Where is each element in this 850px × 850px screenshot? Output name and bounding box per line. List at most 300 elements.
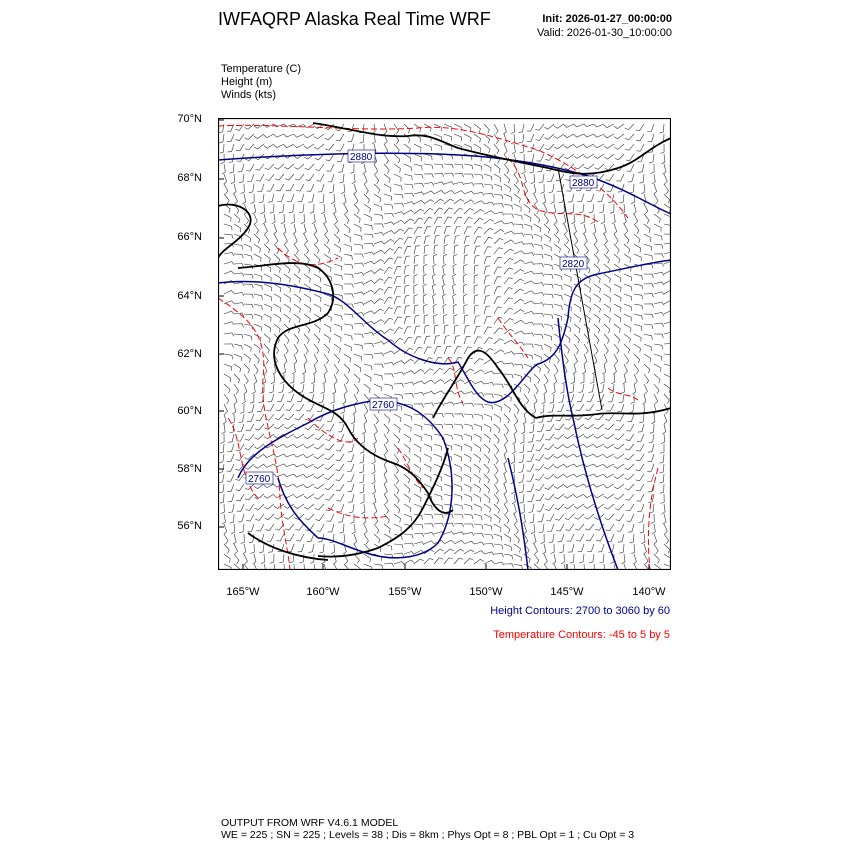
wind-barb [264, 294, 271, 301]
wind-barb [245, 434, 254, 440]
wind-barb [599, 554, 604, 563]
wind-barb [524, 291, 534, 294]
wind-barb [314, 144, 324, 149]
wind-barb [424, 347, 432, 354]
wind-barb [294, 334, 299, 344]
wind-barb [454, 325, 459, 334]
wind-barb [664, 544, 670, 553]
wind-barb [433, 304, 437, 314]
wind-barb [514, 269, 524, 274]
wind-barb [254, 344, 260, 353]
wind-barb [304, 144, 314, 148]
wind-barb [524, 524, 527, 534]
wind-barb [232, 404, 235, 414]
wind-barb [464, 444, 471, 451]
wind-barb [354, 334, 363, 338]
wind-barb [561, 204, 565, 214]
wind-barb [474, 542, 484, 545]
wind-barb [484, 327, 492, 334]
wind-barb [326, 154, 334, 161]
wind-barb [414, 444, 421, 452]
wind-barb [307, 534, 314, 541]
wind-barb [514, 194, 520, 203]
lon-tick-label: 155°W [388, 586, 422, 598]
wind-barb [454, 464, 461, 471]
wind-barb [534, 264, 544, 268]
wind-barb [627, 414, 634, 422]
wind-barb [636, 124, 644, 131]
wind-barb [220, 444, 225, 453]
wind-barb [294, 504, 304, 509]
wind-barb [404, 237, 412, 244]
wind-barb [524, 384, 530, 393]
wind-barb [541, 534, 545, 544]
wind-barb [464, 464, 471, 472]
wind-barb [574, 484, 584, 487]
lon-tick-label: 145°W [550, 586, 584, 598]
wind-barb [319, 394, 324, 403]
wind-barb [524, 214, 531, 222]
wind-barb [227, 474, 234, 481]
wind-barb [272, 214, 276, 224]
wind-barb [354, 282, 364, 285]
wind-barb [327, 514, 334, 521]
wind-barb [354, 554, 359, 564]
wind-barb [615, 424, 624, 430]
wind-barb [453, 284, 456, 294]
wind-barb [494, 212, 504, 215]
wind-barb [454, 444, 462, 451]
wind-barb [352, 524, 356, 534]
wind-barb [334, 354, 340, 363]
wind-barb [394, 286, 401, 294]
wind-barb [643, 194, 646, 204]
wind-barb [219, 464, 224, 473]
wind-barb [348, 494, 354, 502]
wind-barb [494, 238, 503, 244]
wind-barb [654, 323, 664, 327]
wind-barb [344, 354, 351, 362]
wind-barb [654, 194, 658, 204]
wind-barb [434, 254, 438, 264]
height-contour-label: 2820 [562, 259, 585, 270]
wind-barb [534, 214, 540, 223]
wind-barb [404, 534, 413, 538]
wind-barb [294, 494, 304, 498]
wind-barb [384, 249, 394, 255]
wind-barb [374, 250, 384, 254]
wind-barb [542, 394, 546, 404]
wind-barb [514, 534, 520, 543]
wind-barb [344, 374, 349, 384]
wind-barb [238, 164, 244, 172]
wind-barb [434, 549, 444, 554]
wind-barb [364, 271, 374, 275]
wind-barb [360, 134, 364, 143]
wind-barb [550, 394, 554, 403]
wind-barb [315, 164, 324, 171]
wind-barb [338, 424, 344, 432]
wind-barb [533, 534, 536, 544]
wind-barb [274, 504, 284, 509]
wind-barb [384, 258, 393, 264]
wind-barb [573, 364, 576, 374]
wind-barb [474, 359, 483, 365]
wind-barb [494, 474, 498, 484]
wind-barb [444, 532, 454, 535]
wind-barb [564, 284, 571, 291]
wind-barb [342, 394, 345, 404]
wind-barb [464, 484, 471, 492]
wind-barb [364, 554, 371, 562]
wind-barb [234, 334, 243, 339]
wind-barb [454, 504, 463, 510]
wind-barb [545, 444, 554, 450]
wind-barb [328, 174, 334, 182]
wind-barb [444, 424, 453, 429]
wind-barb [443, 264, 446, 274]
wind-barb [624, 224, 628, 234]
wind-barb [514, 353, 524, 357]
lat-tick-label: 64°N [177, 290, 202, 302]
wind-barb [364, 194, 370, 203]
wind-barb [634, 304, 643, 309]
wind-barb [364, 280, 374, 284]
wind-barb [364, 354, 373, 359]
wind-barb [424, 541, 434, 544]
wind-barb [575, 514, 585, 519]
wind-barb [598, 194, 605, 202]
wind-barb [484, 211, 494, 214]
wind-barb [608, 394, 614, 402]
wind-barb [424, 325, 429, 334]
wind-barb [334, 364, 339, 374]
wind-barb [228, 494, 234, 502]
wind-barb [594, 494, 604, 498]
wind-barb [484, 474, 490, 484]
wind-barb [304, 504, 314, 509]
wind-barb [224, 404, 228, 414]
wind-barb [574, 474, 584, 477]
wind-barb [264, 284, 271, 291]
wind-barb [333, 554, 336, 564]
wind-barb [634, 234, 640, 243]
wind-barb [303, 224, 306, 234]
wind-barb [364, 384, 370, 393]
wind-barb [503, 124, 506, 134]
wind-barb [294, 274, 300, 283]
wind-barb [454, 124, 461, 131]
wind-barb [394, 317, 402, 324]
wind-barb [565, 424, 575, 429]
wind-barb [614, 254, 620, 263]
wind-barb [354, 214, 360, 223]
wind-barb [602, 364, 605, 374]
wind-barb [504, 278, 513, 284]
wind-barb [444, 336, 450, 345]
wind-barb [266, 524, 275, 531]
wind-barb [336, 474, 344, 481]
wind-barb [654, 184, 657, 194]
wind-barb [454, 336, 460, 344]
wind-barb [320, 544, 325, 553]
wind-barb [641, 184, 645, 194]
wind-barb [282, 364, 285, 374]
wind-barb [494, 544, 503, 549]
wind-barb [434, 182, 444, 185]
wind-barb [424, 304, 428, 314]
wind-barb [514, 310, 524, 315]
wind-barb [534, 273, 544, 277]
wind-barb [554, 464, 564, 468]
wind-barb [424, 236, 430, 244]
wind-barb [286, 184, 294, 191]
wind-barb [594, 264, 600, 273]
wind-barb [524, 194, 529, 204]
wind-barb [287, 194, 294, 202]
wind-barb [259, 194, 264, 203]
wind-barb [384, 318, 393, 324]
wind-barb [621, 204, 625, 214]
wind-barb [233, 534, 236, 544]
wind-barb [434, 190, 444, 194]
wind-barb [434, 347, 441, 354]
wind-barb [545, 144, 554, 150]
wind-barb [233, 184, 236, 194]
wind-barb [347, 454, 354, 462]
wind-barb [404, 474, 410, 483]
wind-barb [548, 404, 554, 412]
wind-barb [305, 514, 314, 520]
wind-barb [574, 344, 579, 354]
wind-barb [234, 194, 238, 204]
wind-barb [324, 324, 331, 332]
wind-barb [264, 254, 270, 263]
wind-barb [571, 374, 575, 384]
wind-barb [304, 484, 314, 488]
wind-barb [544, 264, 553, 269]
wind-barb [444, 199, 454, 204]
wind-barb [434, 523, 444, 527]
wind-barb [364, 374, 371, 382]
wind-barb [423, 284, 427, 294]
lon-tick-label: 165°W [226, 586, 260, 598]
wind-barb [634, 314, 642, 320]
wind-barb [534, 283, 544, 287]
wind-barb [513, 154, 516, 164]
wind-barb [224, 394, 229, 404]
wind-barb [424, 255, 428, 264]
wind-barb [394, 414, 401, 422]
wind-barb [584, 504, 594, 508]
wind-barb [384, 362, 394, 365]
wind-barb [284, 334, 289, 344]
wind-barb [279, 554, 284, 563]
wind-barb [336, 484, 344, 491]
wind-barb [327, 414, 334, 422]
wind-barb [634, 294, 643, 299]
wind-barb [414, 209, 424, 214]
wind-barb [636, 454, 644, 461]
wind-barb [494, 384, 503, 388]
wind-barb [558, 394, 564, 403]
wind-barb [314, 224, 317, 234]
wind-barb [594, 334, 599, 344]
wind-barb [607, 534, 614, 541]
wind-barb [564, 494, 574, 498]
wind-barb [528, 154, 534, 162]
wind-barb [504, 514, 509, 524]
wind-barb [552, 204, 555, 214]
wind-barb [454, 199, 464, 204]
wind-barb [654, 272, 664, 275]
wind-barb [364, 404, 368, 414]
wind-barb [404, 174, 412, 180]
wind-barb [260, 384, 264, 394]
wind-barb [241, 184, 245, 194]
wind-barb [264, 324, 271, 332]
wind-barb [514, 242, 524, 245]
wind-barb [324, 344, 330, 353]
wind-barb [424, 208, 433, 214]
wind-barb [524, 322, 534, 325]
wind-barb [512, 494, 515, 504]
wind-barb [394, 504, 400, 513]
wind-barb [334, 334, 341, 342]
wind-barb [593, 224, 596, 234]
wind-barb [294, 454, 304, 457]
wind-barb [636, 444, 644, 451]
wind-barb [304, 354, 307, 364]
wind-barb [331, 544, 335, 554]
wind-barb [625, 144, 634, 150]
wind-barb [234, 324, 244, 328]
wind-barb [611, 374, 615, 384]
wind-barb [337, 154, 344, 161]
wind-barb [644, 224, 650, 233]
wind-barb [344, 324, 353, 329]
wind-barb [454, 217, 462, 224]
wind-barb [555, 504, 564, 510]
wind-barb [494, 328, 503, 334]
wind-barb [374, 241, 384, 244]
wind-barb [434, 208, 443, 214]
wind-barb [284, 314, 290, 323]
wind-barb [308, 194, 314, 202]
wind-barb [414, 504, 422, 511]
wind-barb [304, 474, 314, 478]
wind-barb [564, 344, 569, 354]
wind-barb [545, 454, 555, 459]
wind-barb [333, 204, 336, 214]
wind-barb [513, 434, 516, 444]
wind-barb [554, 214, 557, 224]
wind-barb [364, 290, 374, 294]
wind-barb [651, 514, 655, 524]
wind-barb [394, 257, 402, 264]
wind-barb [544, 294, 553, 298]
wind-barb [414, 337, 421, 344]
wind-barb [424, 191, 434, 194]
wind-barb [603, 224, 606, 234]
wind-barb [284, 234, 287, 244]
wind-barb [384, 384, 393, 389]
wind-barb [294, 354, 297, 364]
wind-barb [554, 324, 561, 331]
wind-barb [504, 534, 511, 542]
wind-barb [246, 424, 254, 431]
wind-barb [604, 344, 608, 354]
wind-barb [544, 374, 548, 384]
wind-barb [224, 374, 231, 382]
lon-tick-label: 150°W [469, 586, 503, 598]
wind-barb [224, 271, 234, 274]
wind-barb [336, 144, 344, 151]
wind-barb [254, 374, 257, 384]
wind-barb [434, 558, 443, 564]
wind-barb [251, 194, 255, 204]
wind-barb [364, 214, 371, 221]
wind-barb [504, 434, 508, 444]
wind-barb [474, 404, 483, 408]
wind-barb [305, 424, 314, 430]
wind-barb [454, 494, 462, 500]
height-contour-label: 2880 [572, 178, 595, 189]
wind-barb [404, 337, 412, 344]
wind-barb [484, 338, 493, 344]
wind-barb [373, 494, 376, 504]
wind-barb [503, 464, 506, 474]
wind-barb [244, 254, 252, 260]
wind-barb [584, 464, 594, 467]
wind-barb [494, 404, 501, 411]
wind-barb [594, 134, 604, 137]
wind-barb [564, 134, 574, 138]
wind-barb [564, 474, 574, 477]
wind-barb [648, 444, 654, 452]
wind-barb [364, 261, 374, 264]
wind-barb [453, 264, 457, 274]
wind-barb [514, 554, 521, 561]
wind-barb [394, 562, 404, 565]
wind-barb [554, 234, 560, 243]
wind-barb [246, 514, 254, 521]
wind-barb [374, 194, 381, 202]
wind-barb [519, 454, 524, 463]
wind-barb [304, 304, 311, 312]
wind-barb [574, 234, 578, 244]
wind-barb [634, 284, 643, 289]
wind-barb [224, 252, 234, 255]
wind-barb [621, 384, 625, 394]
wind-barb [224, 554, 230, 563]
wind-barb [264, 304, 271, 311]
wind-barb [514, 414, 518, 424]
wind-barb [579, 204, 584, 213]
wind-barb [494, 434, 499, 444]
wind-barb [554, 134, 564, 138]
wind-barb [444, 190, 454, 194]
wind-barb [374, 204, 382, 211]
wind-barb [583, 224, 586, 234]
wind-barb [344, 244, 352, 251]
wind-barb [535, 124, 544, 130]
wind-barb [261, 554, 265, 564]
wind-barb [584, 234, 587, 244]
wind-barb [605, 414, 614, 420]
wind-barb [274, 294, 281, 302]
wind-barb [294, 254, 299, 264]
